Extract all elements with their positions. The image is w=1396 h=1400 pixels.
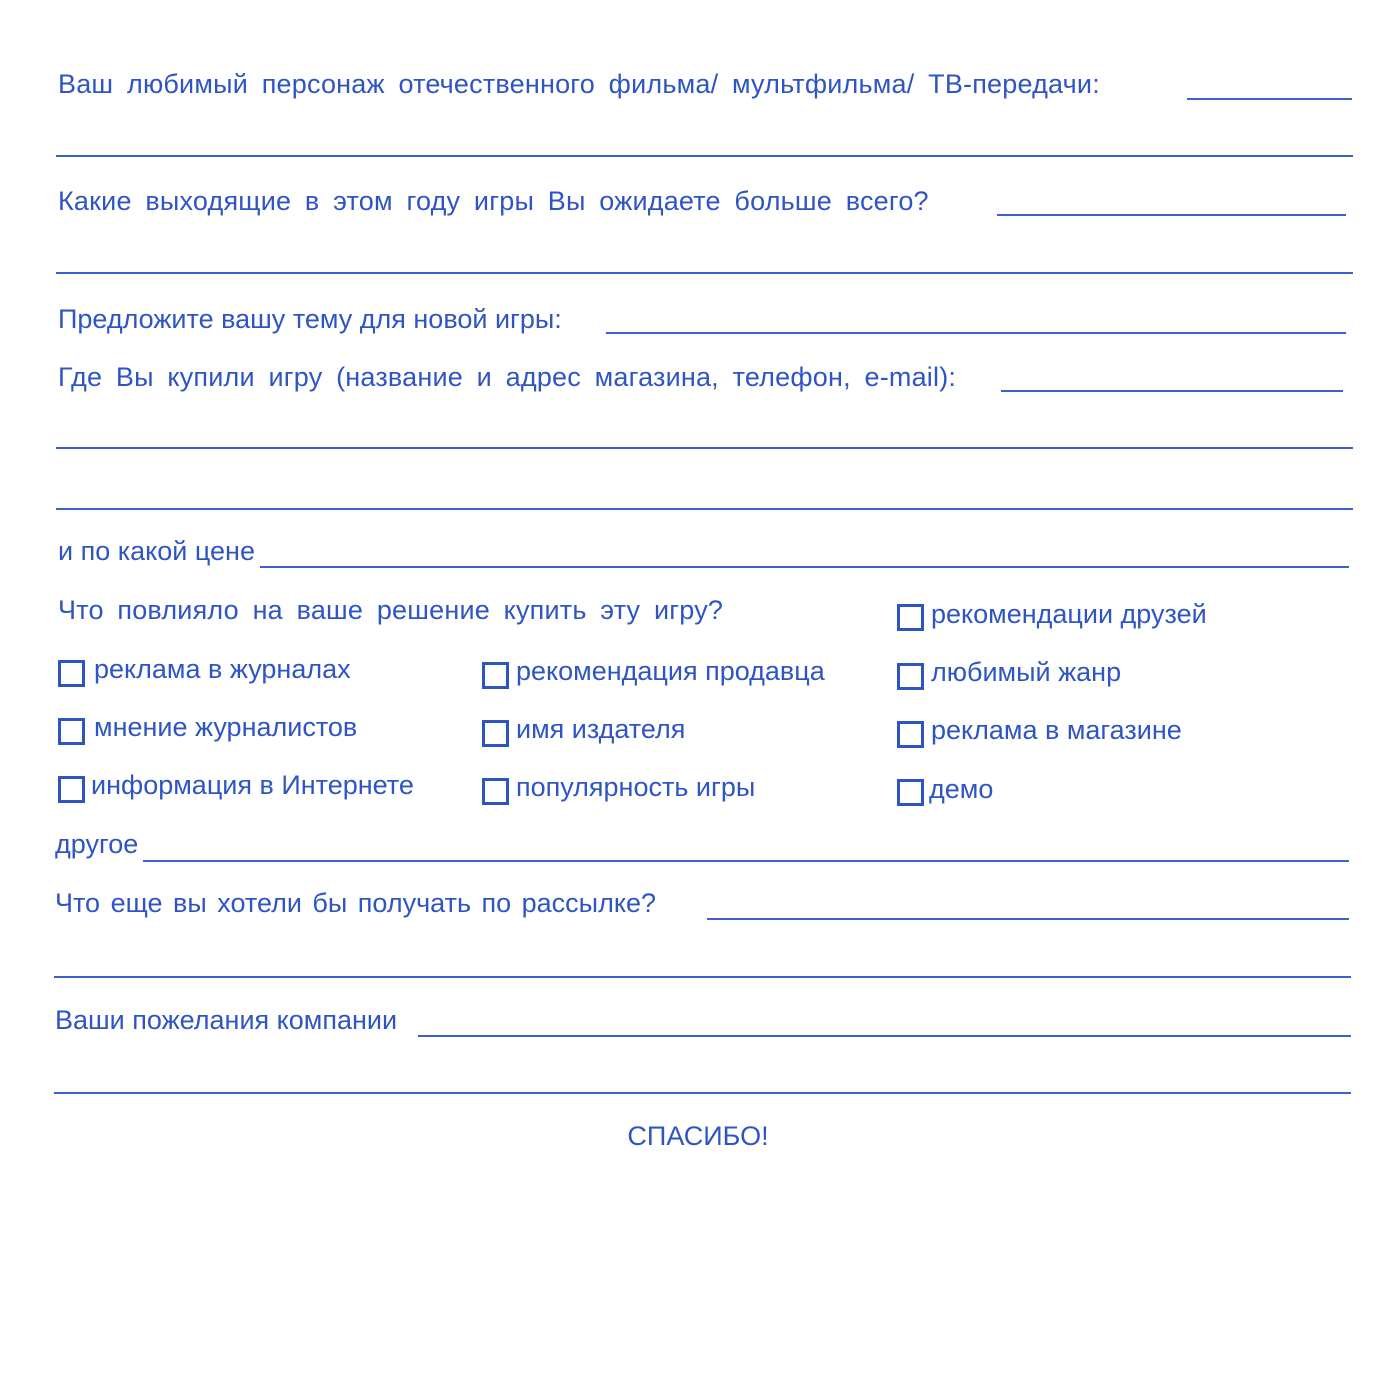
answer-line-where-bought-3[interactable] [56, 508, 1353, 510]
answer-line-where-bought-2[interactable] [56, 447, 1353, 449]
question-where-bought: Где Вы купили игру (название и адрес магазина, телефон, e-mail): [58, 362, 957, 392]
checkbox-popularity[interactable] [482, 778, 509, 805]
option-label-seller: рекомендация продавца [516, 656, 825, 686]
checkbox-friends[interactable] [897, 604, 924, 631]
answer-line-mailing-2[interactable] [54, 976, 1351, 978]
question-suggest-theme: Предложите вашу тему для новой игры: [58, 304, 562, 334]
option-label-friends: рекомендации друзей [931, 599, 1207, 629]
option-label-demo: демо [929, 774, 994, 804]
question-mailing: Что еще вы хотели бы получать по рассылке? [55, 888, 656, 918]
option-label-magazine-ads: реклама в журналах [94, 654, 351, 684]
answer-line-where-bought[interactable] [1001, 390, 1343, 392]
option-label-genre: любимый жанр [931, 657, 1122, 687]
question-wishes: Ваши пожелания компании [55, 1005, 398, 1035]
answer-line-awaited-games-2[interactable] [56, 272, 1353, 274]
option-label-journalists: мнение журналистов [94, 712, 358, 742]
answer-line-favorite-character[interactable] [1187, 98, 1352, 100]
checkbox-journalists[interactable] [58, 718, 85, 745]
answer-line-wishes[interactable] [418, 1035, 1351, 1037]
question-influence: Что повлияло на ваше решение купить эту игру? [58, 595, 724, 625]
question-price: и по какой цене [58, 536, 255, 566]
checkbox-seller[interactable] [482, 662, 509, 689]
answer-line-favorite-character-2[interactable] [56, 155, 1353, 157]
question-awaited-games: Какие выходящие в этом году игры Вы ожидаете больше всего? [58, 186, 929, 216]
answer-line-awaited-games[interactable] [997, 214, 1346, 216]
answer-line-mailing[interactable] [707, 918, 1349, 920]
option-label-internet: информация в Интернете [91, 770, 414, 800]
option-label-publisher: имя издателя [516, 714, 686, 744]
checkbox-store-ads[interactable] [897, 721, 924, 748]
answer-line-other[interactable] [143, 860, 1349, 862]
checkbox-publisher[interactable] [482, 720, 509, 747]
checkbox-magazine-ads[interactable] [58, 660, 85, 687]
answer-line-price[interactable] [260, 566, 1349, 568]
answer-line-wishes-2[interactable] [54, 1092, 1351, 1094]
answer-line-suggest-theme[interactable] [606, 332, 1346, 334]
option-label-popularity: популярность игры [516, 772, 756, 802]
question-other: другое [55, 829, 139, 859]
checkbox-genre[interactable] [897, 663, 924, 690]
checkbox-internet[interactable] [58, 776, 85, 803]
question-favorite-character: Ваш любимый персонаж отечественного фильма/ мультфильма/ ТВ-передачи: [58, 69, 1100, 99]
thanks-text: СПАСИБО! [627, 1121, 769, 1151]
option-label-store-ads: реклама в магазине [931, 715, 1182, 745]
checkbox-demo[interactable] [897, 779, 924, 806]
